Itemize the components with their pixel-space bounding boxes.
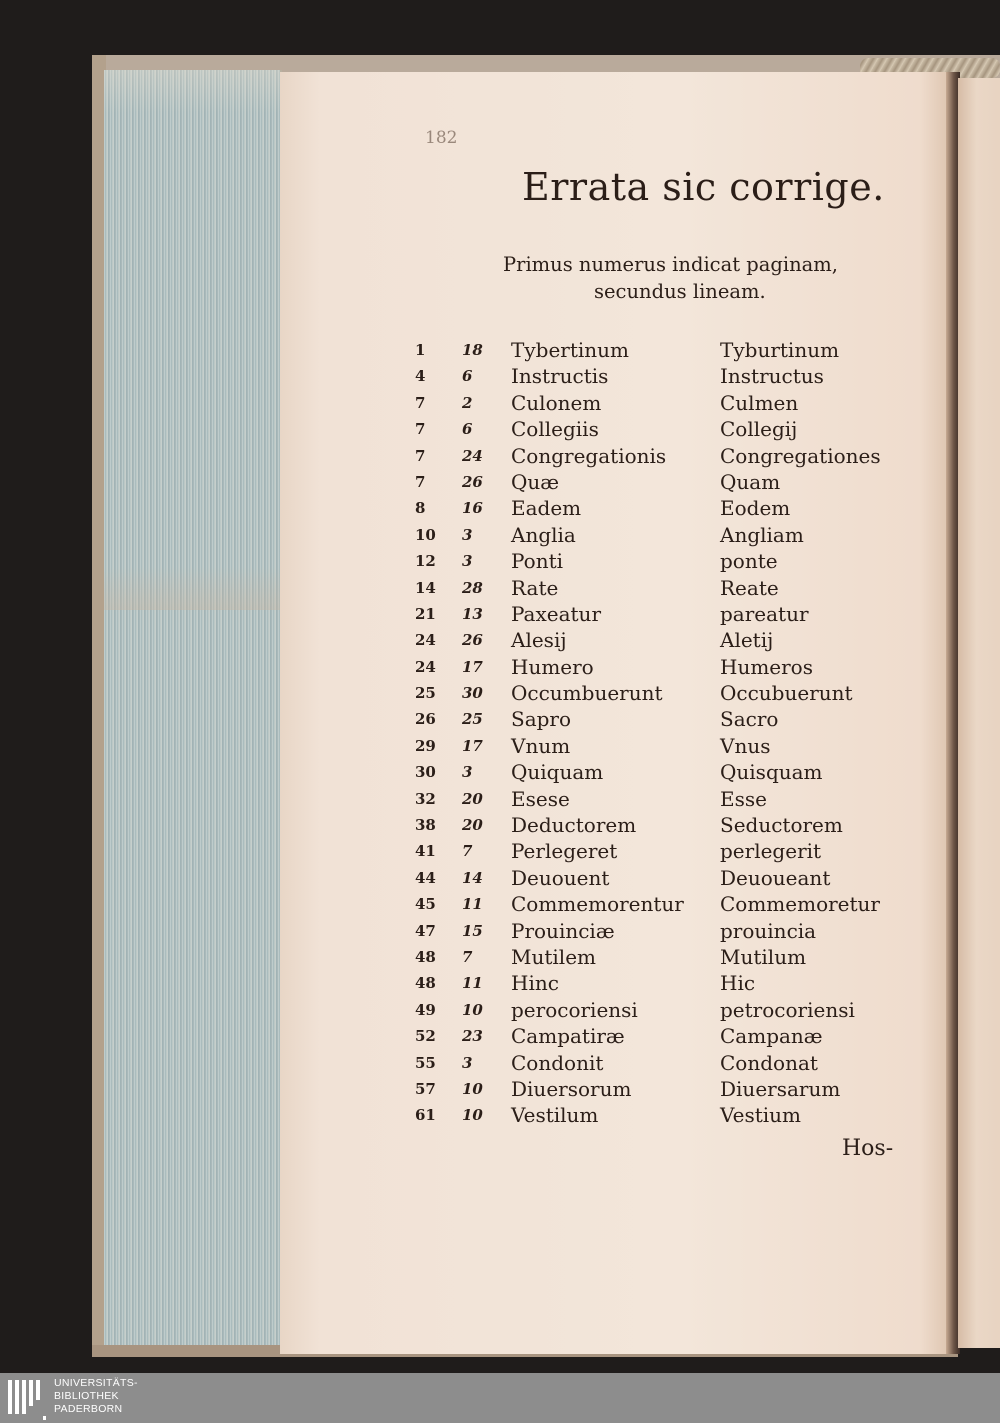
errata-correct-word: Congregationes [720,443,881,468]
errata-row [415,680,935,706]
errata-page-number: 29 [415,736,436,755]
library-name [54,1377,138,1416]
errata-correct-word: Quisquam [720,760,823,785]
errata-line-number: 6 [462,420,473,439]
errata-row [415,918,935,944]
errata-correct-word: Hic [720,971,756,996]
errata-wrong-word: Alesij [511,628,567,653]
errata-line-number: 7 [462,947,473,966]
page-number: 182 [425,128,458,148]
errata-line-number: 3 [462,525,473,544]
errata-correct-word: Mutilum [720,944,807,969]
errata-row [415,733,935,759]
errata-row [415,706,935,732]
errata-page-number: 12 [415,552,436,571]
errata-correct-word: Reate [720,575,779,600]
errata-wrong-word: Occumbuerunt [511,681,663,706]
errata-wrong-word: Ponti [511,549,564,574]
errata-wrong-word: Commemorentur [511,892,684,917]
errata-line-number: 20 [462,816,483,835]
errata-wrong-word: Congregationis [511,443,667,468]
errata-correct-word: prouincia [720,918,817,943]
errata-line-number: 3 [462,552,473,571]
errata-row [415,944,935,970]
errata-page-number: 25 [415,684,436,703]
errata-wrong-word: Esese [511,786,570,811]
errata-row [415,654,935,680]
errata-wrong-word: Prouinciæ [511,918,615,943]
errata-row [415,337,935,363]
errata-row [415,443,935,469]
library-name-line-1: UNIVERSITÄTS- [54,1377,138,1389]
errata-correct-word: Vestium [720,1103,801,1128]
errata-row [415,1076,935,1102]
errata-wrong-word: Deductorem [511,813,637,838]
errata-page-number: 47 [415,921,436,940]
errata-page-number: 24 [415,657,436,676]
errata-page-number: 1 [415,341,426,359]
errata-row [415,416,935,442]
errata-wrong-word: Condonit [511,1050,604,1075]
subtitle-line-2: secundus lineam. [594,280,766,303]
errata-correct-word: Condonat [720,1050,818,1075]
page-title: Errata sic corrige. [522,165,885,209]
errata-page-number: 57 [415,1079,436,1098]
errata-wrong-word: Vestilum [511,1103,599,1128]
errata-wrong-word: Instructis [511,364,609,389]
errata-row [415,469,935,495]
errata-correct-word: perlegerit [720,839,822,864]
errata-correct-word: Aletij [720,628,774,653]
errata-page-number: 44 [415,868,436,887]
errata-wrong-word: Hinc [511,971,559,996]
errata-wrong-word: Quiquam [511,760,604,785]
page-edges-upper [104,70,282,610]
errata-correct-word: Tyburtinum [720,338,840,362]
errata-correct-word: petrocoriensi [720,997,855,1022]
errata-wrong-word: Humero [511,654,594,679]
errata-correct-word: Campanæ [720,1024,823,1049]
errata-page-number: 45 [415,895,436,914]
errata-line-number: 3 [462,763,473,782]
errata-row [415,970,935,996]
footer-bar [0,1373,1000,1423]
errata-line-number: 23 [462,1027,483,1046]
errata-page-number: 7 [415,472,426,491]
errata-wrong-word: Quæ [511,469,560,494]
errata-row [415,1023,935,1049]
page-edges-lower [104,610,280,1350]
subtitle-line-1: Primus numerus indicat paginam, [503,253,838,276]
errata-row [415,997,935,1023]
errata-correct-word: Instructus [720,364,824,389]
errata-page-number: 14 [415,578,436,597]
errata-line-number: 15 [462,921,483,940]
errata-row [415,363,935,389]
errata-row [415,522,935,548]
errata-page-number: 48 [415,947,436,966]
errata-wrong-word: Mutilem [511,944,596,969]
catchword: Hos- [842,1136,894,1161]
errata-row [415,601,935,627]
errata-line-number: 26 [462,472,483,491]
errata-table [415,337,935,1129]
errata-page-number: 61 [415,1106,436,1125]
errata-row [415,865,935,891]
errata-line-number: 18 [462,341,483,359]
errata-row [415,812,935,838]
errata-line-number: 2 [462,393,473,412]
errata-line-number: 7 [462,842,473,861]
errata-correct-word: Vnus [720,733,771,758]
errata-correct-word: Culmen [720,390,799,415]
errata-line-number: 10 [462,1079,483,1098]
errata-correct-word: Diuersarum [720,1076,841,1101]
errata-line-number: 11 [462,895,483,914]
errata-line-number: 10 [462,1106,483,1125]
errata-line-number: 6 [462,367,473,386]
errata-page-number: 24 [415,631,436,650]
errata-row [415,838,935,864]
errata-row [415,759,935,785]
errata-page-number: 55 [415,1053,436,1072]
errata-row [415,548,935,574]
library-name-line-2: BIBLIOTHEK [54,1390,119,1402]
library-name-line-3: PADERBORN [54,1403,123,1415]
errata-row [415,495,935,521]
errata-correct-word: Seductorem [720,813,843,838]
errata-row [415,891,935,917]
errata-wrong-word: Eadem [511,496,582,521]
errata-page-number: 48 [415,974,436,993]
errata-correct-word: Angliam [720,522,804,547]
facing-page-edge [958,78,1000,1348]
errata-wrong-word: Collegiis [511,417,599,442]
errata-page-number: 10 [415,525,436,544]
errata-row [415,786,935,812]
errata-line-number: 16 [462,499,483,518]
errata-page-number: 4 [415,367,426,386]
errata-line-number: 11 [462,974,483,993]
errata-page-number: 41 [415,842,436,861]
errata-wrong-word: Tybertinum [511,338,629,362]
errata-page-number: 7 [415,446,426,465]
errata-page-number: 38 [415,816,436,835]
errata-line-number: 25 [462,710,483,729]
errata-wrong-word: Diuersorum [511,1076,632,1101]
errata-line-number: 17 [462,736,483,755]
errata-wrong-word: Deuouent [511,865,610,890]
errata-wrong-word: Perlegeret [511,839,618,864]
errata-row [415,575,935,601]
errata-line-number: 3 [462,1053,473,1072]
errata-line-number: 10 [462,1000,483,1019]
library-logo-icon [6,1376,48,1420]
errata-wrong-word: Sapro [511,707,572,732]
errata-wrong-word: perocoriensi [511,997,638,1022]
errata-correct-word: Commemoretur [720,892,880,917]
errata-row [415,627,935,653]
errata-row [415,1102,935,1128]
errata-line-number: 17 [462,657,483,676]
errata-page-number: 30 [415,763,436,782]
errata-line-number: 24 [462,446,483,465]
errata-wrong-word: Anglia [511,522,576,547]
errata-page-number: 8 [415,499,426,518]
errata-line-number: 20 [462,789,483,808]
errata-correct-word: Quam [720,469,781,494]
errata-row [415,390,935,416]
errata-line-number: 26 [462,631,483,650]
errata-correct-word: pareatur [720,601,809,626]
errata-wrong-word: Rate [511,575,559,600]
errata-correct-word: Humeros [720,654,813,679]
errata-page-number: 26 [415,710,436,729]
errata-correct-word: Occubuerunt [720,681,853,706]
errata-wrong-word: Paxeatur [511,601,601,626]
errata-correct-word: Deuoueant [720,865,831,890]
errata-page-number: 7 [415,420,426,439]
errata-page-number: 21 [415,604,436,623]
errata-line-number: 13 [462,604,483,623]
errata-wrong-word: Campatiræ [511,1024,625,1049]
errata-correct-word: Eodem [720,496,791,521]
errata-page-number: 49 [415,1000,436,1019]
errata-wrong-word: Culonem [511,390,602,415]
errata-page-number: 7 [415,393,426,412]
errata-row [415,1050,935,1076]
errata-line-number: 28 [462,578,483,597]
errata-line-number: 30 [462,684,483,703]
errata-page-number: 52 [415,1027,436,1046]
errata-correct-word: Sacro [720,707,779,732]
errata-correct-word: Collegij [720,417,798,442]
errata-correct-word: ponte [720,549,778,574]
errata-wrong-word: Vnum [511,733,571,758]
errata-page-number: 32 [415,789,436,808]
errata-correct-word: Esse [720,786,767,811]
errata-line-number: 14 [462,868,483,887]
